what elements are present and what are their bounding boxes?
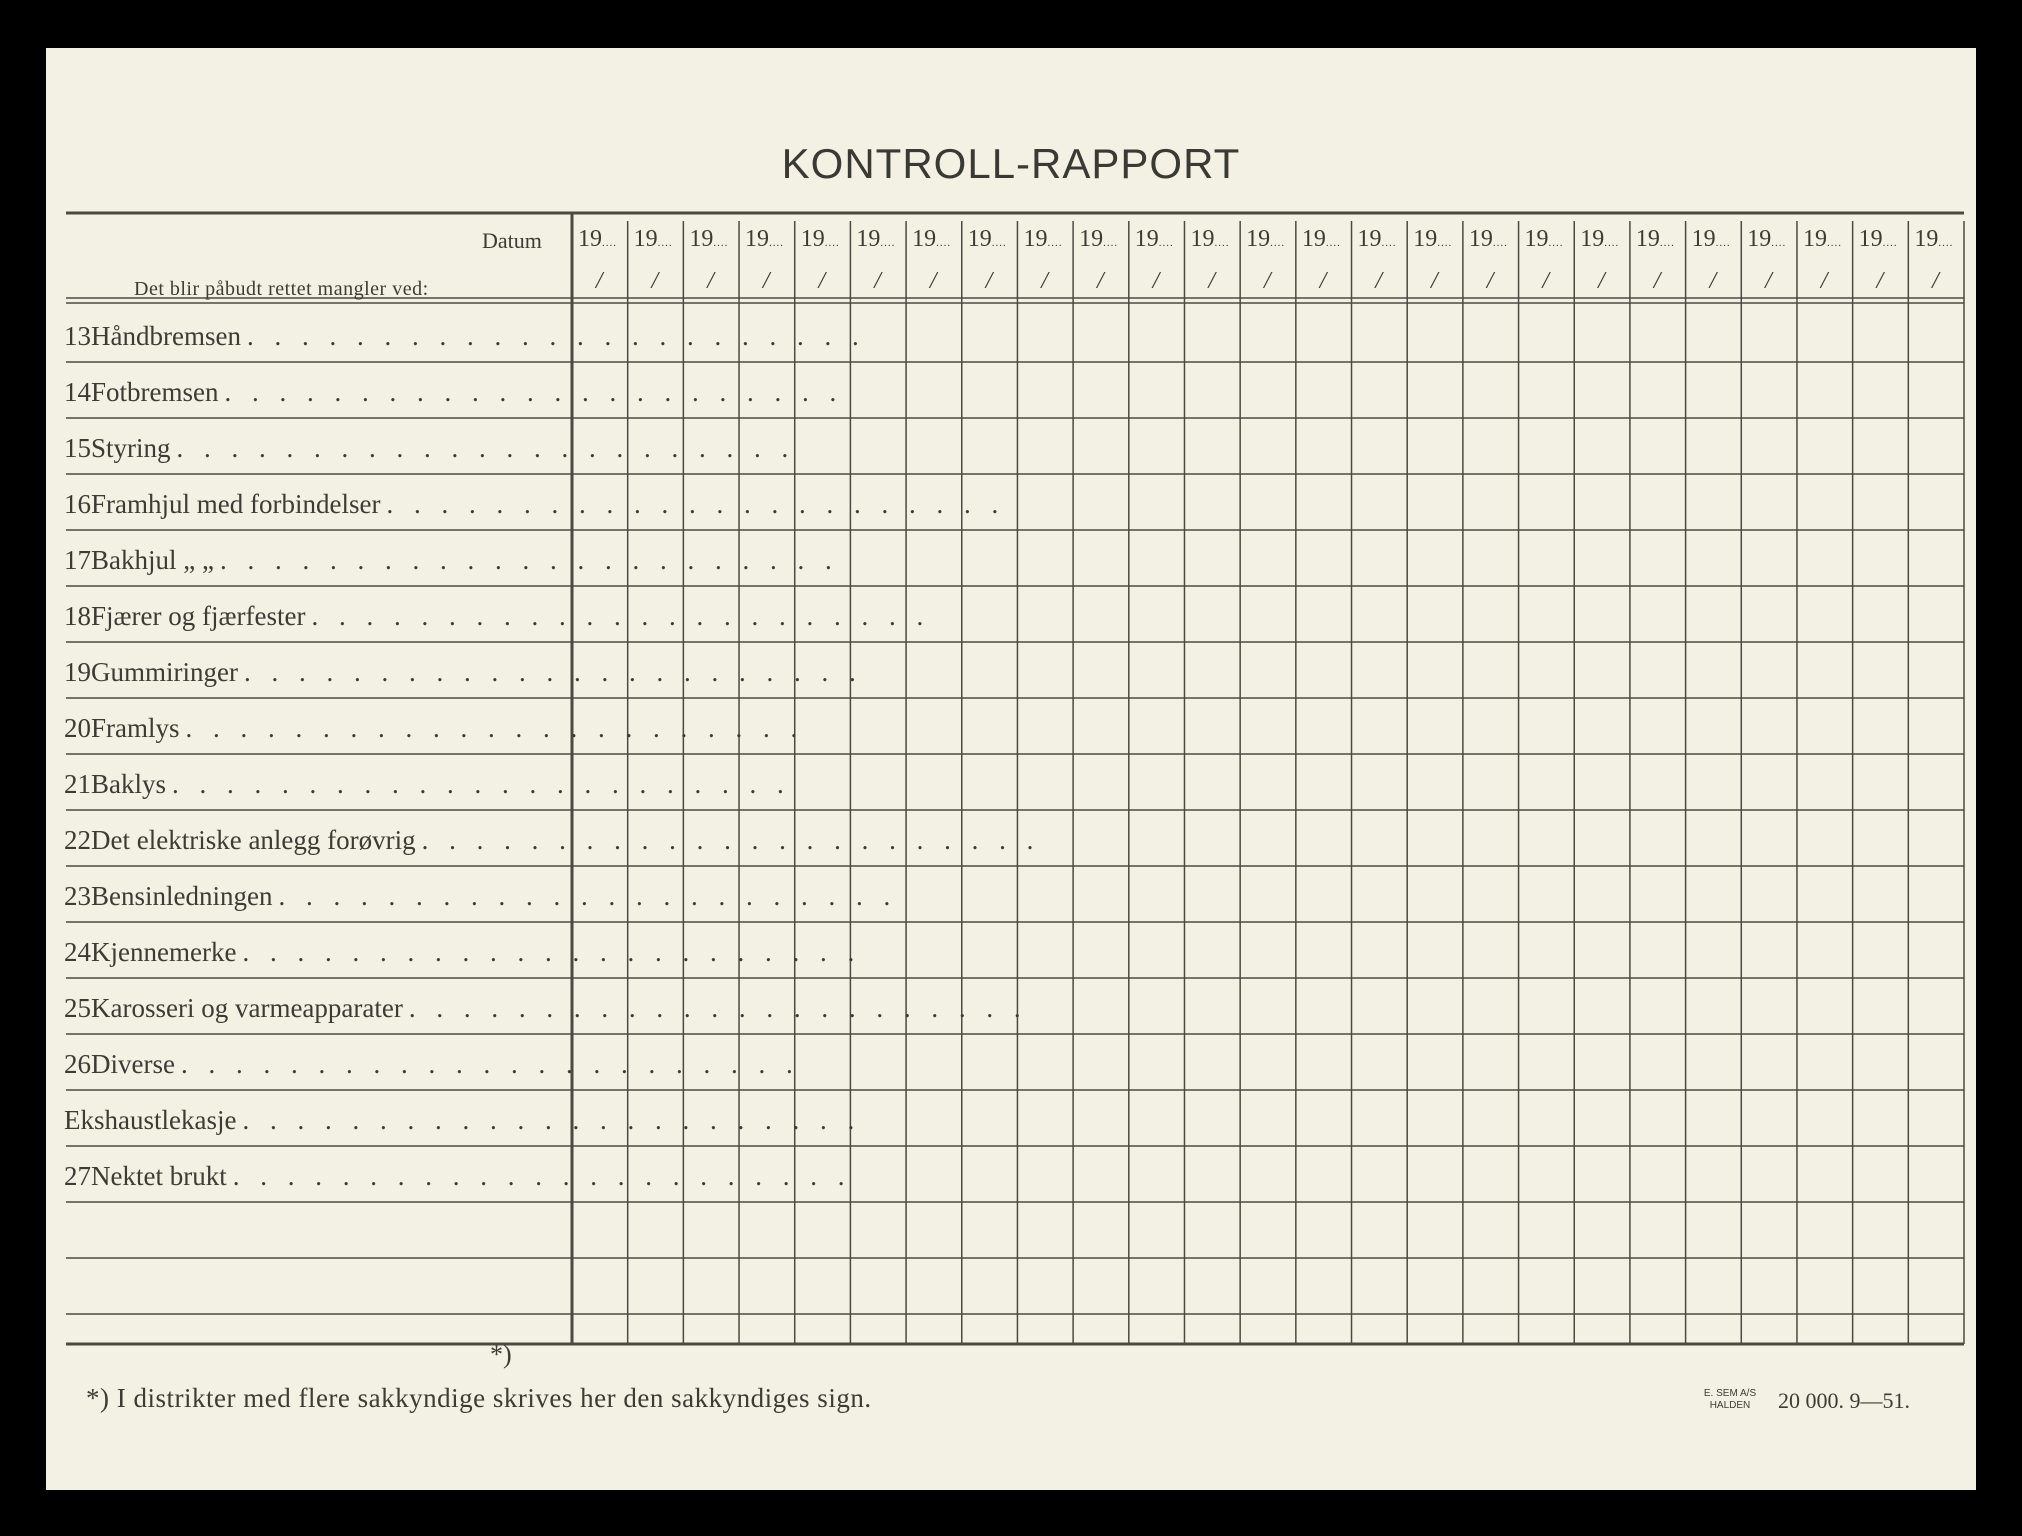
year-prefix: 19 <box>1301 226 1326 252</box>
day-month-separator: / <box>1820 268 1828 294</box>
year-field[interactable]: 19.... <box>1134 226 1174 252</box>
year-prefix: 19 <box>745 226 770 252</box>
leader-dots: . . . . . . . . . . . . . . . . . . . . . . . <box>176 433 796 463</box>
year-prefix: 19 <box>1747 226 1772 252</box>
year-field[interactable]: 19.... <box>1802 226 1842 252</box>
year-prefix: 19 <box>912 226 937 252</box>
footnote: *) I distrikter med flere sakkyndige skrives her den sakkyndiges sign. <box>86 1383 872 1413</box>
leader-dots: . . . . . . . . . . . . . . . . . . . . . . . <box>242 1105 862 1135</box>
row-label: Diverse <box>91 1049 175 1079</box>
year-field[interactable]: 19.... <box>1580 226 1620 252</box>
year-prefix: 19 <box>1635 226 1660 252</box>
row-label: Styring <box>91 433 171 463</box>
row-label: Karosseri og varmeapparater <box>91 993 403 1023</box>
day-month-separator: / <box>1208 268 1215 294</box>
row-label: Baklys <box>91 769 167 799</box>
year-prefix: 19 <box>1023 226 1048 252</box>
year-field[interactable]: 19.... <box>1914 226 1954 252</box>
defect-row-label <box>64 868 898 924</box>
year-field[interactable]: 19.... <box>578 226 617 252</box>
year-field[interactable]: 19.... <box>1858 226 1898 252</box>
year-field[interactable]: 19.... <box>1023 226 1063 252</box>
year-prefix: 19 <box>1190 226 1215 252</box>
year-prefix: 19 <box>1468 226 1493 252</box>
day-month-separator: / <box>762 268 770 294</box>
defect-row-label <box>64 420 796 476</box>
year-prefix: 19 <box>1413 226 1438 252</box>
row-label: Det elektriske anlegg forøvrig <box>91 825 416 855</box>
year-field[interactable]: 19.... <box>1190 226 1230 252</box>
leader-dots: . . . . . . . . . . . . . . . . . . . . . . . <box>180 1049 800 1079</box>
defect-row-label <box>64 756 791 812</box>
row-number: 21 <box>64 769 91 799</box>
leader-dots: . . . . . . . . . . . . . . . . . . . . . . . <box>219 545 839 575</box>
day-month-separator: / <box>1542 268 1550 294</box>
row-number: 23 <box>64 881 91 911</box>
leader-dots: . . . . . . . . . . . . . . . . . . . . . . . <box>243 657 863 687</box>
form-title: KONTROLL-RAPPORT <box>781 140 1241 187</box>
day-month-separator: / <box>1765 268 1772 294</box>
year-field[interactable]: 19.... <box>1524 226 1564 252</box>
row-label: Ekshaustlekasje <box>64 1105 237 1135</box>
row-number: 20 <box>64 713 91 743</box>
row-label: Kjennemerke <box>91 937 237 967</box>
year-field[interactable]: 19.... <box>800 226 840 252</box>
year-field[interactable]: 19.... <box>1301 226 1341 252</box>
defect-row-label <box>64 476 1006 532</box>
defect-row-label <box>64 980 1028 1036</box>
year-prefix: 19 <box>1914 226 1939 252</box>
row-number: 24 <box>64 937 91 967</box>
year-prefix: 19 <box>1246 226 1271 252</box>
defect-row-label <box>64 1036 800 1092</box>
row-number: 15 <box>64 433 91 463</box>
leader-dots: . . . . . . . . . . . . . . . . . . . . . . . <box>224 377 844 407</box>
year-field[interactable]: 19.... <box>745 226 785 252</box>
day-month-separator: / <box>1598 268 1605 294</box>
defect-row-label <box>64 812 1041 868</box>
year-prefix: 19 <box>1079 226 1104 252</box>
leader-dots: . . . . . . . . . . . . . . . . . . . . . . . <box>246 321 866 351</box>
year-field[interactable]: 19.... <box>1246 226 1286 252</box>
row-label: Fotbremsen <box>91 377 219 407</box>
row-label: Fjærer og fjærfester <box>91 601 306 631</box>
day-month-separator: / <box>1486 268 1494 294</box>
row-label: Gummiringer <box>91 657 238 687</box>
year-field[interactable]: 19.... <box>1747 226 1787 252</box>
year-prefix: 19 <box>967 226 992 252</box>
year-field[interactable]: 19.... <box>1691 226 1731 252</box>
year-prefix: 19 <box>1858 226 1883 252</box>
day-month-separator: / <box>985 268 993 294</box>
leader-dots: . . . . . . . . . . . . . . . . . . . . . . . <box>278 881 898 911</box>
defect-row-label <box>64 588 931 644</box>
leader-dots: . . . . . . . . . . . . . . . . . . . . . . . <box>421 825 1041 855</box>
printer-imprint <box>1690 1388 1770 1412</box>
day-month-separator: / <box>595 268 603 294</box>
day-month-separator: / <box>1932 268 1939 294</box>
defect-row-label <box>64 308 866 364</box>
day-month-separator: / <box>1096 268 1104 294</box>
leader-dots: . . . . . . . . . . . . . . . . . . . . . . . <box>185 713 805 743</box>
day-month-separator: / <box>1041 268 1048 294</box>
day-month-separator: / <box>1431 268 1438 294</box>
row-label: Nektet brukt <box>91 1161 227 1191</box>
year-prefix: 19 <box>1524 226 1549 252</box>
year-prefix: 19 <box>633 226 658 252</box>
row-number: 13 <box>64 321 91 351</box>
print-run-info: 20 000. 9—51. <box>1778 1388 1910 1413</box>
defect-row-label <box>64 700 805 756</box>
year-prefix: 19 <box>1134 226 1159 252</box>
row-number: 14 <box>64 377 91 407</box>
day-month-separator: / <box>1319 268 1327 294</box>
row-label: Bakhjul „ „ <box>91 545 214 575</box>
year-field[interactable]: 19.... <box>1357 226 1397 252</box>
leader-dots: . . . . . . . . . . . . . . . . . . . . . . . <box>311 601 931 631</box>
day-month-separator: / <box>1709 268 1717 294</box>
year-prefix: 19 <box>1691 226 1716 252</box>
year-prefix: 19 <box>1357 226 1382 252</box>
year-field[interactable]: 19.... <box>1079 226 1119 252</box>
row-label: Bensinledningen <box>91 881 273 911</box>
row-number: 22 <box>64 825 91 855</box>
defect-row-label <box>64 1148 852 1204</box>
year-field[interactable]: 19.... <box>967 226 1007 252</box>
row-number: 26 <box>64 1049 91 1079</box>
day-month-separator: / <box>1876 268 1884 294</box>
datum-label: Datum <box>482 228 542 253</box>
year-prefix: 19 <box>800 226 825 252</box>
printer-city: HALDEN <box>1709 1400 1751 1411</box>
year-prefix: 19 <box>856 226 881 252</box>
defect-row-label <box>64 364 844 420</box>
year-field[interactable]: 19.... <box>1635 226 1675 252</box>
year-field[interactable]: 19.... <box>912 226 952 252</box>
defect-row-label <box>64 1092 862 1148</box>
leader-dots: . . . . . . . . . . . . . . . . . . . . . . . <box>232 1161 852 1191</box>
year-prefix: 19 <box>578 226 602 252</box>
row-number: 16 <box>64 489 91 519</box>
year-field[interactable]: 19.... <box>1468 226 1508 252</box>
leader-dots: . . . . . . . . . . . . . . . . . . . . . . . <box>386 489 1006 519</box>
day-month-separator: / <box>1152 268 1160 294</box>
year-prefix: 19 <box>689 226 714 252</box>
signature-marker: *) <box>490 1340 512 1369</box>
printer-name: E. SEM A/S <box>1703 1388 1757 1399</box>
day-month-separator: / <box>929 268 937 294</box>
row-label: Håndbremsen <box>91 321 241 351</box>
leader-dots: . . . . . . . . . . . . . . . . . . . . . . . <box>408 993 1028 1023</box>
row-number: 18 <box>64 601 91 631</box>
defect-row-label <box>64 532 839 588</box>
day-month-separator: / <box>651 268 659 294</box>
year-field[interactable]: 19.... <box>1413 226 1453 252</box>
leader-dots: . . . . . . . . . . . . . . . . . . . . . . . <box>172 769 791 799</box>
form-card <box>46 48 1976 1490</box>
row-number: 17 <box>64 545 91 575</box>
year-prefix: 19 <box>1802 226 1827 252</box>
day-month-separator: / <box>707 268 714 294</box>
day-month-separator: / <box>1375 268 1383 294</box>
day-month-separator: / <box>1653 268 1661 294</box>
row-label: Framlys <box>91 713 180 743</box>
year-prefix: 19 <box>1580 226 1605 252</box>
defect-row-label <box>64 924 862 980</box>
day-month-separator: / <box>818 268 826 294</box>
day-month-separator: / <box>1264 268 1271 294</box>
year-field[interactable]: 19.... <box>689 226 729 252</box>
row-number: 25 <box>64 993 91 1023</box>
row-number: 19 <box>64 657 91 687</box>
leader-dots: . . . . . . . . . . . . . . . . . . . . . . . <box>242 937 862 967</box>
day-month-separator: / <box>874 268 881 294</box>
row-label: Framhjul med forbindelser <box>91 489 381 519</box>
defects-subheader: Det blir påbudt rettet mangler ved: <box>134 278 429 300</box>
row-number: 27 <box>64 1161 91 1191</box>
defect-row-label <box>64 644 863 700</box>
year-field[interactable]: 19.... <box>633 226 673 252</box>
year-field[interactable]: 19.... <box>856 226 896 252</box>
